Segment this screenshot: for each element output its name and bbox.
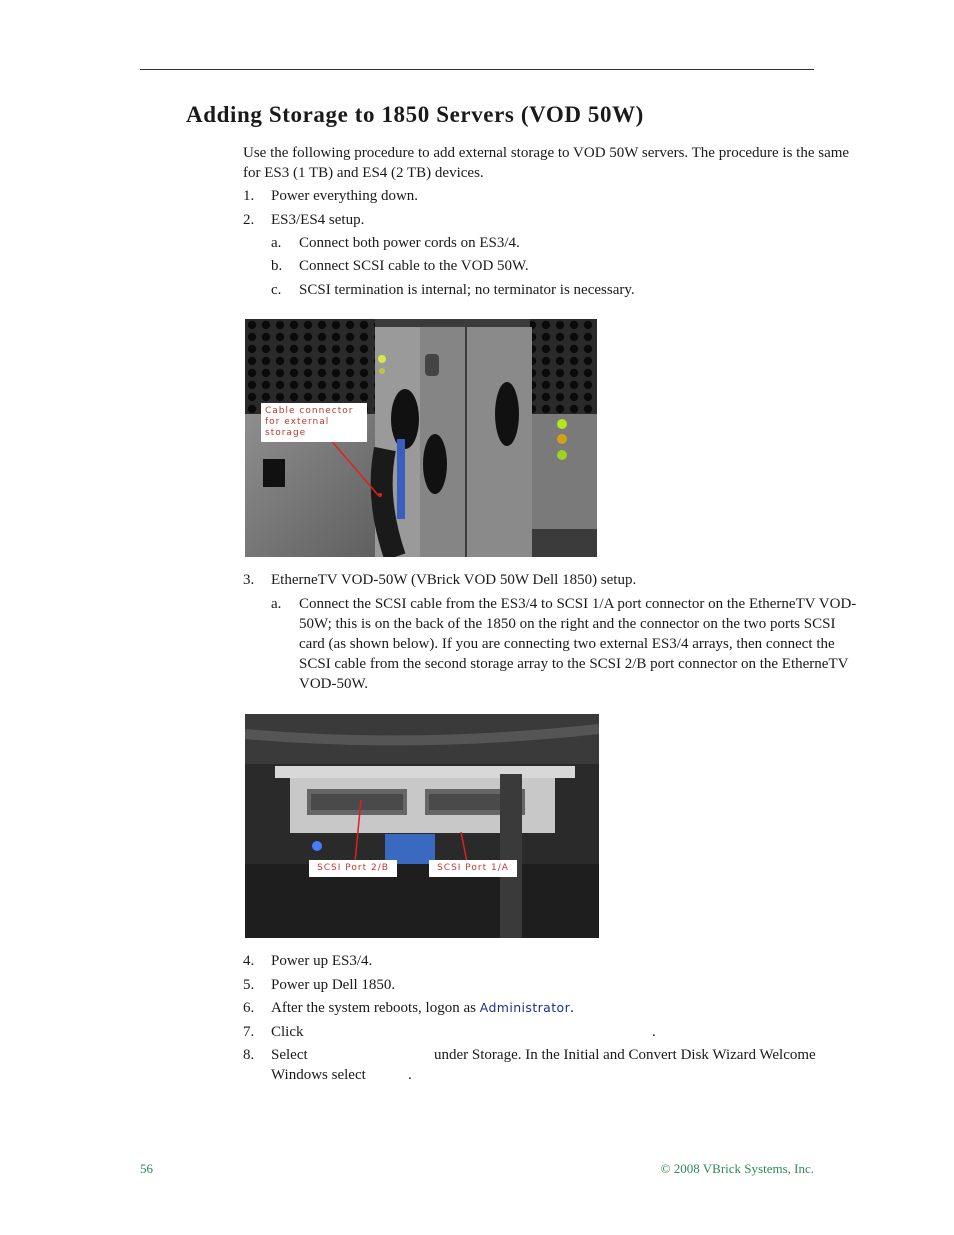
substep-letter: b. (271, 258, 283, 274)
step-number: 6. (243, 1000, 255, 1016)
page-number: 56 (140, 1161, 153, 1176)
step-number: 7. (243, 1024, 255, 1040)
substep-text: Connect both power cords on ES3/4. (299, 235, 520, 251)
substep-3a-text: Connect the SCSI cable from the ES3/4 to SCSI 1/A port connector on the EtherneTV VOD-50W; this is on the back of the 1850 on the right and the connector on the two ports SCSI card (as shown below). If you are connecting two external ES3/4 arrays, then connect the SCSI cable from the second storage array to the SCSI 2/B port connector on the EtherneTV VOD-50W. (299, 596, 857, 692)
administrator-account: Administrator (479, 1000, 571, 1015)
header-rule (140, 69, 814, 70)
scsi-port-1a-callout: SCSI Port 1/A (429, 860, 517, 877)
substep-letter: c. (271, 282, 282, 298)
step-end: . (570, 1000, 574, 1016)
step-number: 1. (243, 188, 255, 204)
intro-paragraph: Use the following procedure to add external storage to VOD 50W servers. The procedure is the same for ES3 (1 TB) and ES4 (2 TB) devices. (243, 145, 850, 181)
step-text-line-2: Windows select (271, 1067, 366, 1083)
scsi-port-2b-callout: SCSI Port 2/B (309, 860, 397, 877)
step-text: Power everything down. (271, 188, 419, 204)
substep-letter: a. (271, 596, 282, 612)
step-text: ES3/ES4 setup. (271, 212, 365, 228)
scsi-ports-illustration (245, 714, 599, 938)
step-number: 4. (243, 953, 255, 969)
step-text: Click (271, 1024, 304, 1040)
scsi-ports-photo (245, 714, 599, 938)
step-end: . (408, 1067, 412, 1083)
step-number: 3. (243, 572, 255, 588)
step-text: EtherneTV VOD-50W (VBrick VOD 50W Dell 1850) setup. (271, 572, 637, 588)
substep-text: Connect SCSI cable to the VOD 50W. (299, 258, 529, 274)
substep-letter: a. (271, 235, 282, 251)
step-text: Power up Dell 1850. (271, 977, 396, 993)
es3-rear-panel-photo (245, 319, 597, 557)
step-number: 5. (243, 977, 255, 993)
step-text-continued: under Storage. In the Initial and Convert Disk Wizard Welcome (434, 1047, 816, 1063)
step-end: . (652, 1024, 656, 1040)
step-text: Power up ES3/4. (271, 953, 373, 969)
section-title: Adding Storage to 1850 Servers (VOD 50W) (186, 102, 644, 127)
substep-text: SCSI termination is internal; no terminator is necessary. (299, 282, 635, 298)
copyright: © 2008 VBrick Systems, Inc. (660, 1161, 814, 1176)
step-number: 8. (243, 1047, 255, 1063)
step-number: 2. (243, 212, 255, 228)
storage-connector-callout: Cable connector for external storage (261, 403, 367, 442)
step-text: Select (271, 1047, 308, 1063)
step-text: After the system reboots, logon as (271, 1000, 476, 1016)
